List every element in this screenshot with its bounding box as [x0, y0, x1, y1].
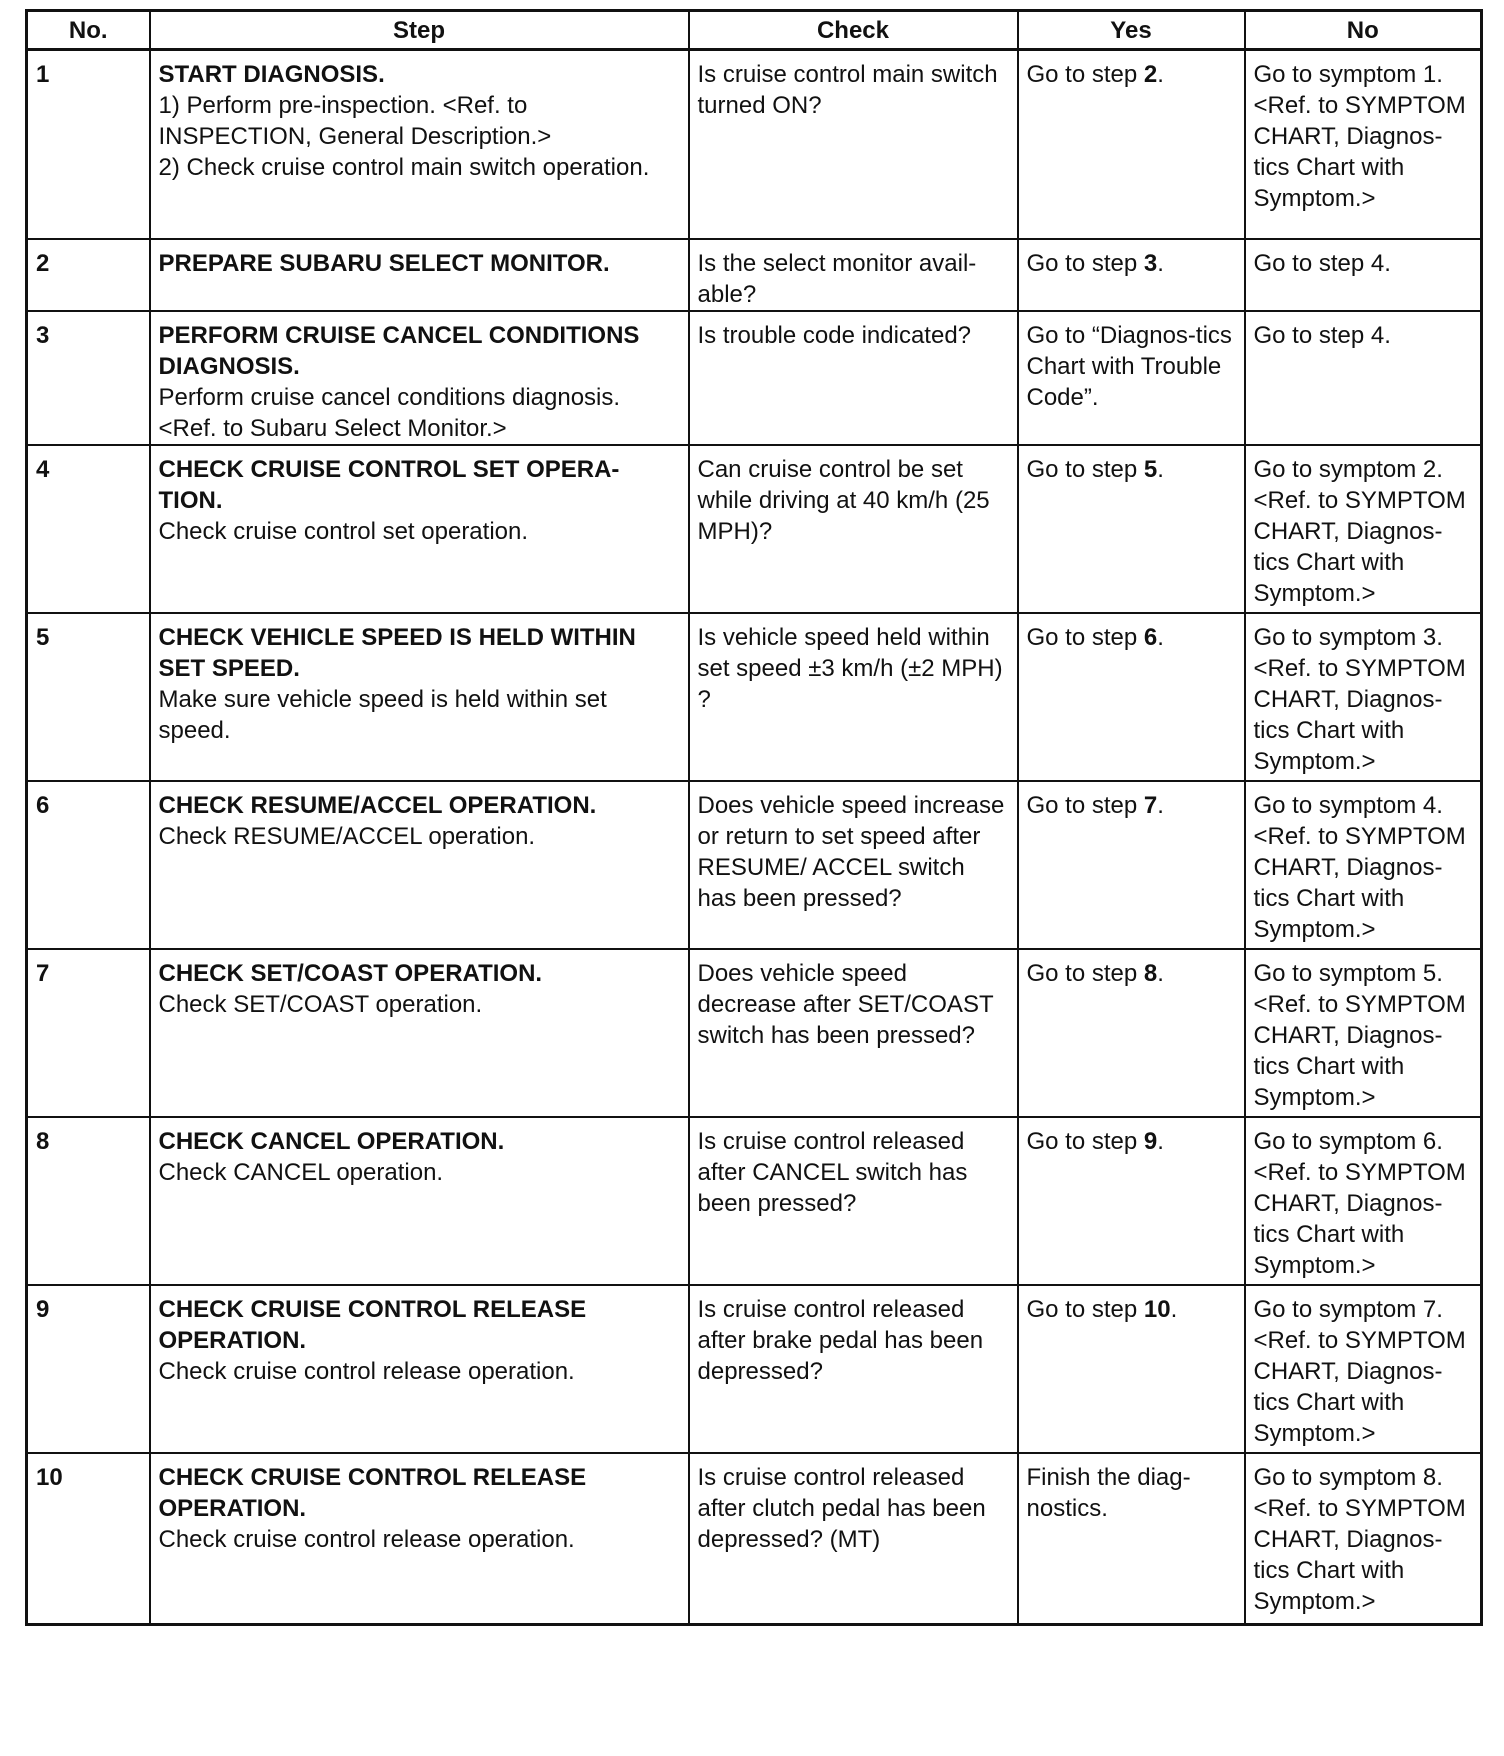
step-cell: [150, 1453, 689, 1625]
no-cell: Go to symptom 5. <Ref. to SYMPTOM CHART, Diagnos-tics Chart with Symptom.>: [1245, 949, 1482, 1117]
step-body: Check RESUME/ACCEL operation.: [158, 822, 536, 850]
row-number: 3: [27, 311, 150, 445]
header-yes: Yes: [1018, 11, 1245, 50]
step-body: Make sure vehicle speed is held within set speed.: [158, 685, 607, 744]
table-row: [27, 1285, 1482, 1453]
step-title: PERFORM CRUISE CANCEL CONDITIONS DIAGNOSIS.: [158, 321, 640, 380]
yes-suffix: .: [1157, 623, 1164, 651]
step-cell: [150, 239, 689, 311]
header-step: Step: [150, 11, 689, 50]
table-row: [27, 445, 1482, 613]
yes-cell: [1018, 1453, 1245, 1625]
row-number: 1: [27, 50, 150, 239]
yes-text: Go to step: [1026, 791, 1144, 819]
header-no: No.: [27, 11, 150, 50]
yes-cell: [1018, 781, 1245, 949]
diagnostic-table: [25, 9, 1483, 1626]
step-title: CHECK CRUISE CONTROL RELEASE OPERATION.: [158, 1463, 587, 1522]
yes-cell: [1018, 1117, 1245, 1285]
table-row: [27, 311, 1482, 445]
yes-text: Go to “Diagnos-tics Chart with Trouble Code”.: [1026, 321, 1232, 411]
table-header-row: [27, 11, 1482, 50]
header-no-result: No: [1245, 11, 1482, 50]
yes-text: Go to step: [1026, 1295, 1144, 1323]
table-row: [27, 239, 1482, 311]
no-cell: Go to step 4.: [1245, 239, 1482, 311]
yes-text: Go to step: [1026, 455, 1144, 483]
yes-text: Go to step: [1026, 623, 1144, 651]
yes-step-number: 8: [1143, 959, 1158, 987]
check-cell: Is cruise control main switch turned ON?: [689, 50, 1018, 239]
yes-step-number: 10: [1143, 1295, 1171, 1323]
yes-step-number: 9: [1143, 1127, 1158, 1155]
step-title: CHECK CANCEL OPERATION.: [158, 1127, 505, 1155]
yes-step-number: 6: [1143, 623, 1158, 651]
step-title: CHECK CRUISE CONTROL RELEASE OPERATION.: [158, 1295, 587, 1354]
yes-suffix: .: [1157, 61, 1164, 88]
step-title: START DIAGNOSIS.: [158, 61, 385, 88]
yes-text: Go to step: [1026, 249, 1144, 277]
yes-text: Go to step: [1026, 1127, 1144, 1155]
yes-suffix: .: [1157, 455, 1164, 483]
no-cell: Go to symptom 4. <Ref. to SYMPTOM CHART, Diagnos-tics Chart with Symptom.>: [1245, 781, 1482, 949]
no-cell: Go to symptom 8. <Ref. to SYMPTOM CHART, Diagnos-tics Chart with Symptom.>: [1245, 1453, 1482, 1625]
check-cell: Is vehicle speed held within set speed ±3 km/h (±2 MPH) ?: [689, 613, 1018, 781]
step-cell: [150, 1285, 689, 1453]
step-cell: [150, 781, 689, 949]
check-cell: Does vehicle speed increase or return to set speed after RESUME/ ACCEL switch has been pressed?: [689, 781, 1018, 949]
yes-text: Go to step: [1026, 61, 1144, 88]
row-number: 9: [27, 1285, 150, 1453]
step-title: CHECK RESUME/ACCEL OPERATION.: [158, 791, 597, 819]
no-cell: Go to symptom 7. <Ref. to SYMPTOM CHART, Diagnos-tics Chart with Symptom.>: [1245, 1285, 1482, 1453]
yes-cell: [1018, 949, 1245, 1117]
table-row: [27, 613, 1482, 781]
no-cell: Go to symptom 6. <Ref. to SYMPTOM CHART, Diagnos-tics Chart with Symptom.>: [1245, 1117, 1482, 1285]
yes-step-number: 3: [1143, 249, 1158, 277]
yes-step-number: 7: [1143, 791, 1158, 819]
yes-suffix: .: [1157, 959, 1164, 987]
step-body: Check cruise control release operation.: [158, 1525, 575, 1553]
row-number: 7: [27, 949, 150, 1117]
step-body: 1) Perform pre-inspection. <Ref. to INSPECTION, General Description.> 2) Check cruise control main switch operation.: [158, 92, 650, 181]
yes-cell: [1018, 445, 1245, 613]
step-cell: [150, 50, 689, 239]
row-number: 8: [27, 1117, 150, 1285]
step-cell: [150, 613, 689, 781]
header-check: Check: [689, 11, 1018, 50]
table-row: [27, 1117, 1482, 1285]
check-cell: Is cruise control released after brake pedal has been depressed?: [689, 1285, 1018, 1453]
row-number: 2: [27, 239, 150, 311]
check-cell: Is trouble code indicated?: [689, 311, 1018, 445]
step-cell: [150, 311, 689, 445]
step-cell: [150, 949, 689, 1117]
row-number: 4: [27, 445, 150, 613]
step-body: Check cruise control release operation.: [158, 1357, 575, 1385]
step-title: CHECK VEHICLE SPEED IS HELD WITHIN SET SPEED.: [158, 623, 636, 682]
yes-text: Go to step: [1026, 959, 1144, 987]
yes-suffix: .: [1170, 1295, 1178, 1323]
no-cell: Go to symptom 3. <Ref. to SYMPTOM CHART, Diagnos-tics Chart with Symptom.>: [1245, 613, 1482, 781]
yes-suffix: .: [1157, 1127, 1164, 1155]
step-body: Check SET/COAST operation.: [158, 990, 483, 1018]
table-row: [27, 1453, 1482, 1625]
check-cell: Is the select monitor avail-able?: [689, 239, 1018, 311]
check-cell: Is cruise control released after CANCEL switch has been pressed?: [689, 1117, 1018, 1285]
no-cell: Go to symptom 1. <Ref. to SYMPTOM CHART, Diagnos-tics Chart with Symptom.>: [1245, 50, 1482, 239]
yes-cell: [1018, 311, 1245, 445]
step-cell: [150, 1117, 689, 1285]
yes-step-number: 5: [1143, 455, 1158, 483]
table-row: [27, 50, 1482, 239]
step-title: CHECK CRUISE CONTROL SET OPERA-TION.: [158, 455, 620, 514]
row-number: 6: [27, 781, 150, 949]
no-cell: Go to step 4.: [1245, 311, 1482, 445]
yes-cell: [1018, 613, 1245, 781]
table-row: [27, 781, 1482, 949]
no-cell: Go to symptom 2. <Ref. to SYMPTOM CHART, Diagnos-tics Chart with Symptom.>: [1245, 445, 1482, 613]
step-cell: [150, 445, 689, 613]
check-cell: Can cruise control be set while driving at 40 km/h (25 MPH)?: [689, 445, 1018, 613]
table-row: [27, 949, 1482, 1117]
step-title: CHECK SET/COAST OPERATION.: [158, 959, 543, 987]
yes-text: Finish the diag-nostics.: [1026, 1463, 1191, 1522]
step-body: Check CANCEL operation.: [158, 1158, 444, 1186]
check-cell: Is cruise control released after clutch pedal has been depressed? (MT): [689, 1453, 1018, 1625]
check-cell: Does vehicle speed decrease after SET/COAST switch has been pressed?: [689, 949, 1018, 1117]
yes-suffix: .: [1157, 249, 1164, 277]
yes-suffix: .: [1157, 791, 1164, 819]
step-title: PREPARE SUBARU SELECT MONITOR.: [158, 249, 610, 277]
step-body: Perform cruise cancel conditions diagnosis. <Ref. to Subaru Select Monitor.>: [158, 383, 621, 442]
yes-cell: [1018, 239, 1245, 311]
row-number: 5: [27, 613, 150, 781]
yes-cell: [1018, 50, 1245, 239]
step-body: Check cruise control set operation.: [158, 517, 529, 545]
row-number: 10: [27, 1453, 150, 1625]
yes-step-number: 2: [1143, 61, 1158, 88]
yes-cell: [1018, 1285, 1245, 1453]
